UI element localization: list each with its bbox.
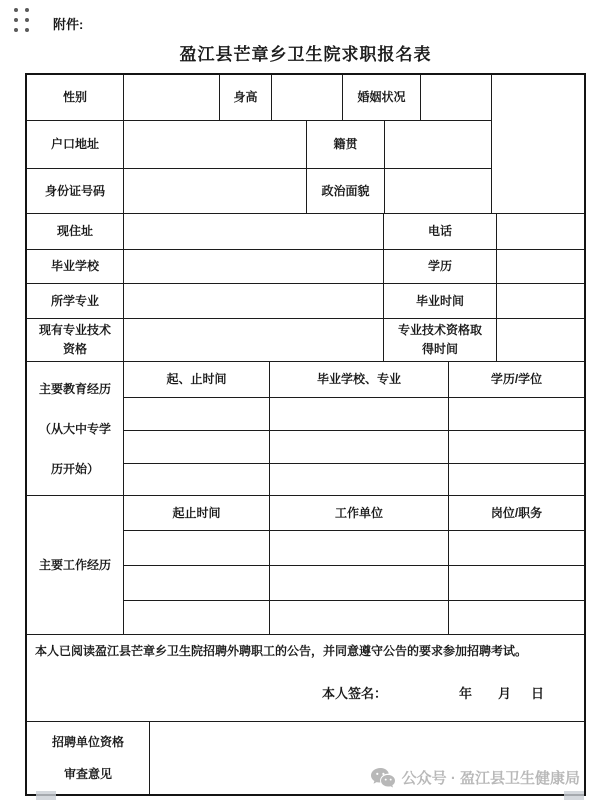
corner-mark-right: [564, 791, 584, 800]
row-major: [27, 284, 584, 319]
graduation-time-label: 毕业时间: [384, 284, 497, 318]
marital-status-value-cell: [421, 75, 491, 120]
education-history-row: [124, 464, 584, 495]
month-label: 月: [498, 686, 512, 701]
page-title: 盈江县芒章乡卫生院求职报名表: [179, 45, 432, 64]
gender-value-cell: [124, 75, 220, 120]
current-qualification-value-cell: [124, 319, 384, 361]
qualification-time-value-cell: [497, 319, 584, 361]
household-address-value-cell: [124, 121, 307, 168]
gender-label: 性别: [27, 75, 124, 120]
corner-mark-left: [36, 791, 56, 800]
declaration-section: [27, 635, 584, 722]
height-value-cell: [272, 75, 343, 120]
id-number-label: 身份证号码: [27, 169, 124, 213]
graduation-time-value-cell: [497, 284, 584, 318]
major-value-cell: [124, 284, 384, 318]
row-id-number: [27, 169, 491, 213]
row-household-address: [27, 121, 491, 169]
day-label: 日: [531, 686, 545, 701]
work-col-position: 岗位/职务: [490, 505, 543, 520]
declaration-text: 本人已阅读盈江县芒章乡卫生院招聘外聘职工的公告，并同意遵守公告的要求参加招聘考试。: [35, 644, 528, 658]
household-address-label: 户口地址: [27, 121, 124, 168]
current-qualification-label: 现有专业技术资格: [27, 319, 124, 361]
photo-cell: [491, 75, 584, 213]
edu-col-school: 毕业学校、专业: [270, 362, 449, 397]
attachment-label: 附件:: [53, 17, 84, 32]
current-address-value-cell: [124, 214, 384, 249]
education-history-label: 主要教育经历（从大中专学历开始）: [27, 362, 124, 495]
education-level-value-cell: [497, 250, 584, 283]
work-col-employer: 工作单位: [270, 496, 449, 530]
marital-status-label: 婚姻状况: [343, 75, 421, 120]
work-history-row: [124, 566, 584, 601]
political-status-value-cell: [385, 169, 491, 213]
graduate-school-value-cell: [124, 250, 384, 283]
watermark: [370, 767, 580, 790]
current-address-label: 现住址: [27, 214, 124, 249]
education-history-section: [27, 362, 584, 496]
work-col-time: 起止时间: [124, 496, 270, 530]
review-section: [27, 722, 584, 794]
height-label: 身高: [220, 75, 272, 120]
education-history-row: [124, 398, 584, 431]
row-graduate-school: [27, 250, 584, 284]
graduate-school-label: 毕业学校: [27, 250, 124, 283]
review-value-cell: [150, 722, 584, 794]
signature-row: [35, 684, 576, 704]
row-qualification: [27, 319, 584, 362]
qualification-time-label: 专业技术资格取得时间: [384, 319, 497, 361]
work-history-section: [27, 496, 584, 635]
basic-info-top-group: [27, 75, 584, 214]
phone-value-cell: [497, 214, 584, 249]
application-form-table: [25, 73, 586, 796]
id-number-value-cell: [124, 169, 307, 213]
education-history-header: [124, 362, 584, 398]
work-history-row: [124, 601, 584, 634]
watermark-text: 公众号 · 盈江县卫生健康局: [401, 769, 580, 787]
edu-col-time: 起、止时间: [124, 362, 270, 397]
work-history-label: 主要工作经历: [27, 496, 124, 634]
native-place-label: 籍贯: [307, 121, 385, 168]
major-label: 所学专业: [27, 284, 124, 318]
native-place-value-cell: [385, 121, 491, 168]
education-history-row: [124, 431, 584, 464]
work-history-row: [124, 531, 584, 566]
edu-col-degree: 学历/学位: [490, 372, 543, 387]
review-label: 招聘单位资格审查意见: [27, 722, 150, 794]
year-label: 年: [459, 686, 473, 701]
row-gender: [27, 75, 491, 121]
grid-dots-icon: [14, 8, 29, 32]
phone-label: 电话: [384, 214, 497, 249]
row-current-address: [27, 214, 584, 250]
wechat-icon: [370, 767, 396, 789]
work-history-header: [124, 496, 584, 531]
education-level-label: 学历: [384, 250, 497, 283]
political-status-label: 政治面貌: [307, 169, 385, 213]
signature-label: 本人签名：: [322, 686, 388, 701]
